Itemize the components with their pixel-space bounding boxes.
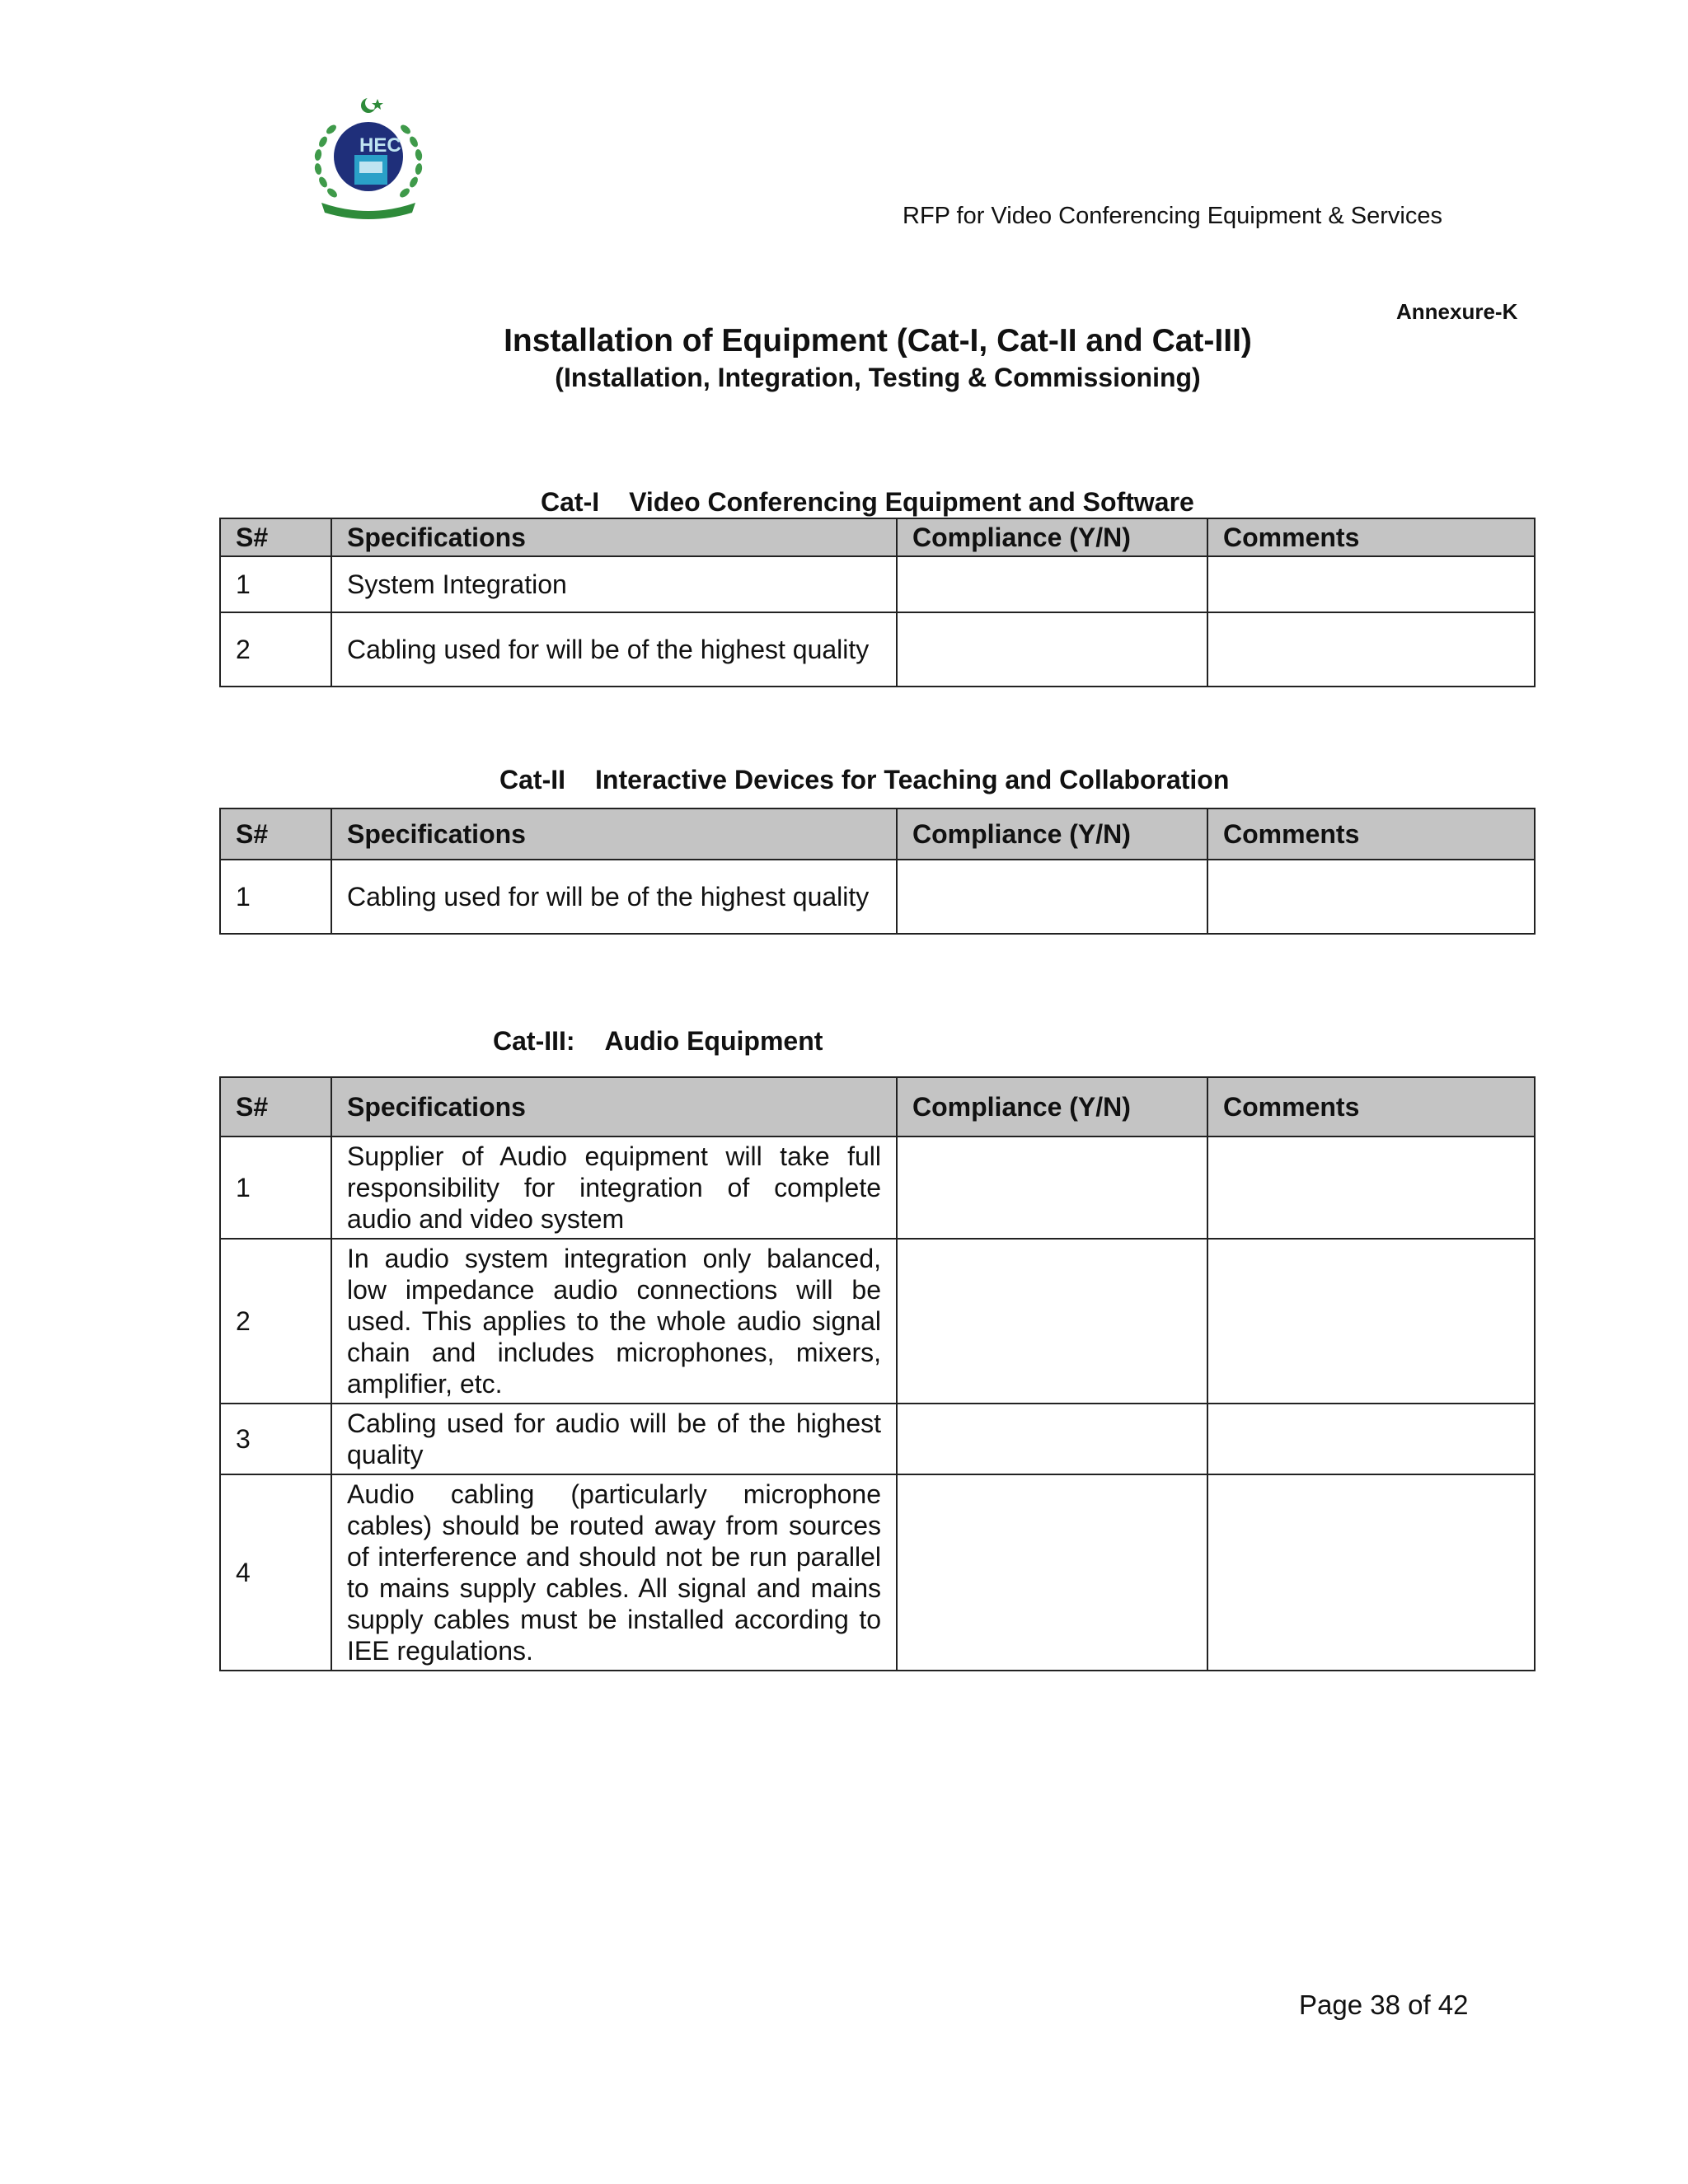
- compliance-cell[interactable]: [897, 1239, 1207, 1404]
- table-row: [220, 1239, 1535, 1404]
- column-header-comments: Comments: [1207, 1077, 1535, 1137]
- row-number: 2: [220, 612, 331, 687]
- comments-cell[interactable]: [1207, 1474, 1535, 1671]
- row-number: 1: [220, 1137, 331, 1239]
- specification-cell: Supplier of Audio equipment will take full responsibility for integration of complete audio and video system: [331, 1137, 897, 1239]
- comments-cell[interactable]: [1207, 860, 1535, 934]
- section-title-cat3: [493, 1026, 823, 1057]
- column-header-comments: Comments: [1207, 518, 1535, 556]
- section-name: Audio Equipment: [604, 1026, 823, 1056]
- annexure-label: Annexure-K: [1396, 299, 1518, 324]
- comments-cell[interactable]: [1207, 612, 1535, 687]
- compliance-table-cat1: [219, 518, 1536, 687]
- table-header-row: [220, 518, 1535, 556]
- specification-cell: Cabling used for will be of the highest quality: [331, 860, 897, 934]
- column-header-compliance: Compliance (Y/N): [897, 518, 1207, 556]
- comments-cell[interactable]: [1207, 1137, 1535, 1239]
- section-title-cat2: [499, 765, 1229, 795]
- svg-text:HEC: HEC: [359, 134, 401, 157]
- specification-cell: Cabling used for audio will be of the highest quality: [331, 1404, 897, 1474]
- compliance-cell[interactable]: [897, 612, 1207, 687]
- column-header-specifications: Specifications: [331, 1077, 897, 1137]
- table-header-row: [220, 1077, 1535, 1137]
- table-row: [220, 1474, 1535, 1671]
- specification-cell: Audio cabling (particularly microphone cables) should be routed away from sources of interference and should not be run parallel to mains supply cables. All signal and mains supply cables must be installed according to IEE regulations.: [331, 1474, 897, 1671]
- row-number: 1: [220, 556, 331, 612]
- table-row: [220, 1137, 1535, 1239]
- table-row: [220, 556, 1535, 612]
- compliance-cell[interactable]: [897, 1137, 1207, 1239]
- row-number: 3: [220, 1404, 331, 1474]
- section-name: Interactive Devices for Teaching and Collaboration: [595, 765, 1230, 794]
- column-header-sn: S#: [220, 518, 331, 556]
- section-name: Video Conferencing Equipment and Software: [629, 487, 1194, 517]
- column-header-sn: S#: [220, 1077, 331, 1137]
- page-number: Page 38 of 42: [1299, 1990, 1469, 2020]
- compliance-table-cat3: [219, 1076, 1536, 1671]
- compliance-cell[interactable]: [897, 1474, 1207, 1671]
- table-row: [220, 1404, 1535, 1474]
- compliance-cell[interactable]: [897, 556, 1207, 612]
- compliance-table-cat2: [219, 808, 1536, 935]
- specification-cell: System Integration: [331, 556, 897, 612]
- section-title-cat1: [541, 487, 1194, 518]
- row-number: 2: [220, 1239, 331, 1404]
- table-row: [220, 860, 1535, 934]
- hec-emblem-icon: [307, 92, 430, 223]
- section-code: Cat-II: [499, 765, 565, 794]
- table-row: [220, 612, 1535, 687]
- column-header-sn: S#: [220, 808, 331, 860]
- column-header-comments: Comments: [1207, 808, 1535, 860]
- document-header-title: RFP for Video Conferencing Equipment & Services: [903, 203, 1442, 229]
- table-header-row: [220, 808, 1535, 860]
- column-header-compliance: Compliance (Y/N): [897, 808, 1207, 860]
- page-subtitle: (Installation, Integration, Testing & Commissioning): [555, 363, 1201, 392]
- row-number: 4: [220, 1474, 331, 1671]
- comments-cell[interactable]: [1207, 1404, 1535, 1474]
- hec-logo: [307, 92, 430, 223]
- specification-cell: In audio system integration only balanced, low impedance audio connections will be used. This applies to the whole audio signal chain and includes microphones, mixers, amplifier, etc.: [331, 1239, 897, 1404]
- section-code: Cat-I: [541, 487, 600, 517]
- column-header-specifications: Specifications: [331, 518, 897, 556]
- comments-cell[interactable]: [1207, 556, 1535, 612]
- column-header-specifications: Specifications: [331, 808, 897, 860]
- compliance-cell[interactable]: [897, 860, 1207, 934]
- section-code: Cat-III:: [493, 1026, 575, 1056]
- column-header-compliance: Compliance (Y/N): [897, 1077, 1207, 1137]
- specification-cell: Cabling used for will be of the highest quality: [331, 612, 897, 687]
- comments-cell[interactable]: [1207, 1239, 1535, 1404]
- row-number: 1: [220, 860, 331, 934]
- page-title: Installation of Equipment (Cat-I, Cat-II and Cat-III): [504, 323, 1252, 359]
- compliance-cell[interactable]: [897, 1404, 1207, 1474]
